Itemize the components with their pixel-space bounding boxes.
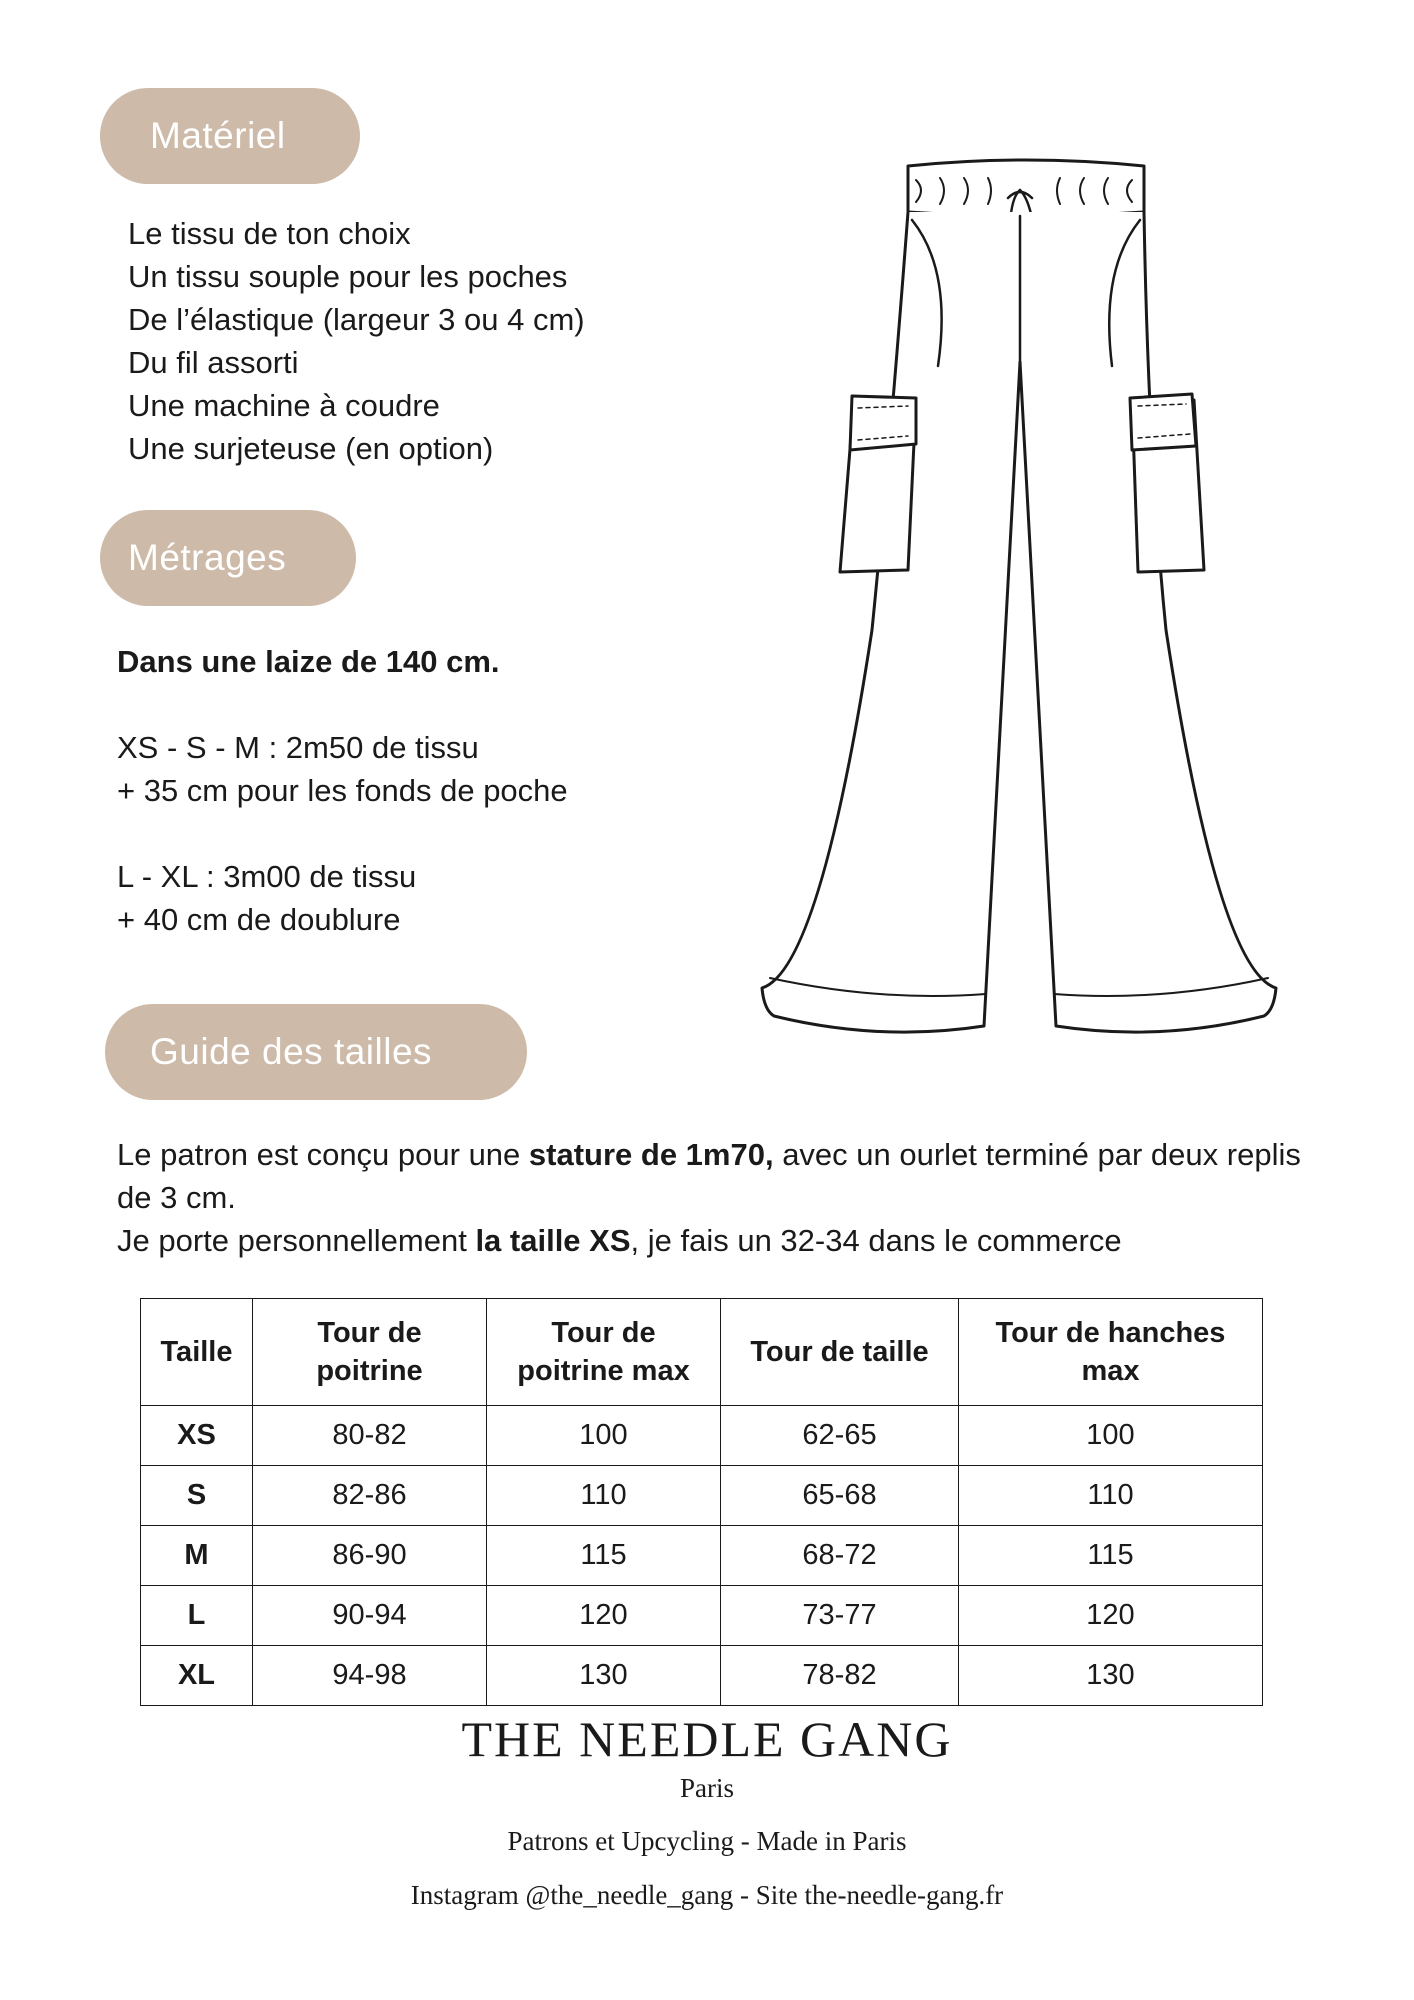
table-header: Tour de poitrine bbox=[253, 1299, 487, 1406]
small-sizes-yardage bbox=[117, 726, 568, 812]
table-row bbox=[141, 1466, 1263, 1526]
table-cell: 90-94 bbox=[253, 1586, 487, 1646]
guide-p2-end: , je fais un 32-34 dans le commerce bbox=[630, 1223, 1122, 1258]
table-row bbox=[141, 1526, 1263, 1586]
table-cell: 73-77 bbox=[721, 1586, 959, 1646]
table-header-row bbox=[141, 1299, 1263, 1406]
table-cell: 115 bbox=[487, 1526, 721, 1586]
table-header: Tour de taille bbox=[721, 1299, 959, 1406]
table-cell: 100 bbox=[959, 1406, 1263, 1466]
table-header: Taille bbox=[141, 1299, 253, 1406]
cargo-pants-illustration bbox=[740, 150, 1300, 1040]
table-cell: 110 bbox=[959, 1466, 1263, 1526]
small-sizes-line1: XS - S - M : 2m50 de tissu bbox=[117, 730, 479, 765]
list-item: Un tissu souple pour les poches bbox=[128, 259, 568, 294]
brand-city: Paris bbox=[680, 1773, 734, 1803]
table-cell: 82-86 bbox=[253, 1466, 487, 1526]
size-table bbox=[140, 1298, 1263, 1706]
table-row bbox=[141, 1586, 1263, 1646]
table-header: Tour de poitrine max bbox=[487, 1299, 721, 1406]
table-cell: 110 bbox=[487, 1466, 721, 1526]
table-cell: 68-72 bbox=[721, 1526, 959, 1586]
table-cell: 86-90 bbox=[253, 1526, 487, 1586]
table-cell: M bbox=[141, 1526, 253, 1586]
table-cell: 65-68 bbox=[721, 1466, 959, 1526]
guide-heading-label: Guide des tailles bbox=[150, 1031, 433, 1072]
table-cell: 62-65 bbox=[721, 1406, 959, 1466]
table-cell: XL bbox=[141, 1646, 253, 1706]
list-item: Le tissu de ton choix bbox=[128, 216, 411, 251]
list-item: Du fil assorti bbox=[128, 345, 299, 380]
table-cell: L bbox=[141, 1586, 253, 1646]
table-cell: 130 bbox=[487, 1646, 721, 1706]
guide-paragraph bbox=[117, 1133, 1317, 1262]
brand-tagline: Patrons et Upcycling - Made in Paris bbox=[507, 1826, 907, 1856]
table-cell: 120 bbox=[487, 1586, 721, 1646]
table-cell: 130 bbox=[959, 1646, 1263, 1706]
large-sizes-line1: L - XL : 3m00 de tissu bbox=[117, 859, 417, 894]
guide-p1-end: avec un ourlet terminé par deux replis de 3 cm. bbox=[117, 1137, 1301, 1215]
list-item: Une machine à coudre bbox=[128, 388, 440, 423]
table-cell: S bbox=[141, 1466, 253, 1526]
brand-name: THE NEEDLE GANG bbox=[461, 1711, 953, 1767]
table-cell: 94-98 bbox=[253, 1646, 487, 1706]
materiel-heading bbox=[100, 88, 360, 184]
guide-heading bbox=[105, 1004, 527, 1100]
table-header: Tour de hanches max bbox=[959, 1299, 1263, 1406]
table-cell: 100 bbox=[487, 1406, 721, 1466]
guide-p1-bold: stature de 1m70, bbox=[528, 1137, 774, 1172]
small-sizes-line2: + 35 cm pour les fonds de poche bbox=[117, 773, 568, 808]
table-row bbox=[141, 1646, 1263, 1706]
table-cell: 78-82 bbox=[721, 1646, 959, 1706]
list-item: Une surjeteuse (en option) bbox=[128, 431, 494, 466]
guide-p1-start: Le patron est conçu pour une bbox=[117, 1137, 529, 1172]
large-sizes-line2: + 40 cm de doublure bbox=[117, 902, 401, 937]
materiel-heading-label: Matériel bbox=[150, 115, 286, 156]
guide-p2-start: Je porte personnellement bbox=[117, 1223, 476, 1258]
materiel-list bbox=[128, 212, 585, 470]
guide-p2-bold: la taille XS bbox=[475, 1223, 631, 1258]
brand-contact: Instagram @the_needle_gang - Site the-needle-gang.fr bbox=[410, 1880, 1004, 1910]
table-cell: XS bbox=[141, 1406, 253, 1466]
metrages-heading bbox=[100, 510, 356, 606]
laize-text: Dans une laize de 140 cm. bbox=[117, 644, 500, 679]
table-cell: 115 bbox=[959, 1526, 1263, 1586]
large-sizes-yardage bbox=[117, 855, 416, 941]
metrages-heading-label: Métrages bbox=[128, 537, 287, 578]
list-item: De l’élastique (largeur 3 ou 4 cm) bbox=[128, 302, 585, 337]
table-cell: 80-82 bbox=[253, 1406, 487, 1466]
table-row bbox=[141, 1406, 1263, 1466]
table-cell: 120 bbox=[959, 1586, 1263, 1646]
